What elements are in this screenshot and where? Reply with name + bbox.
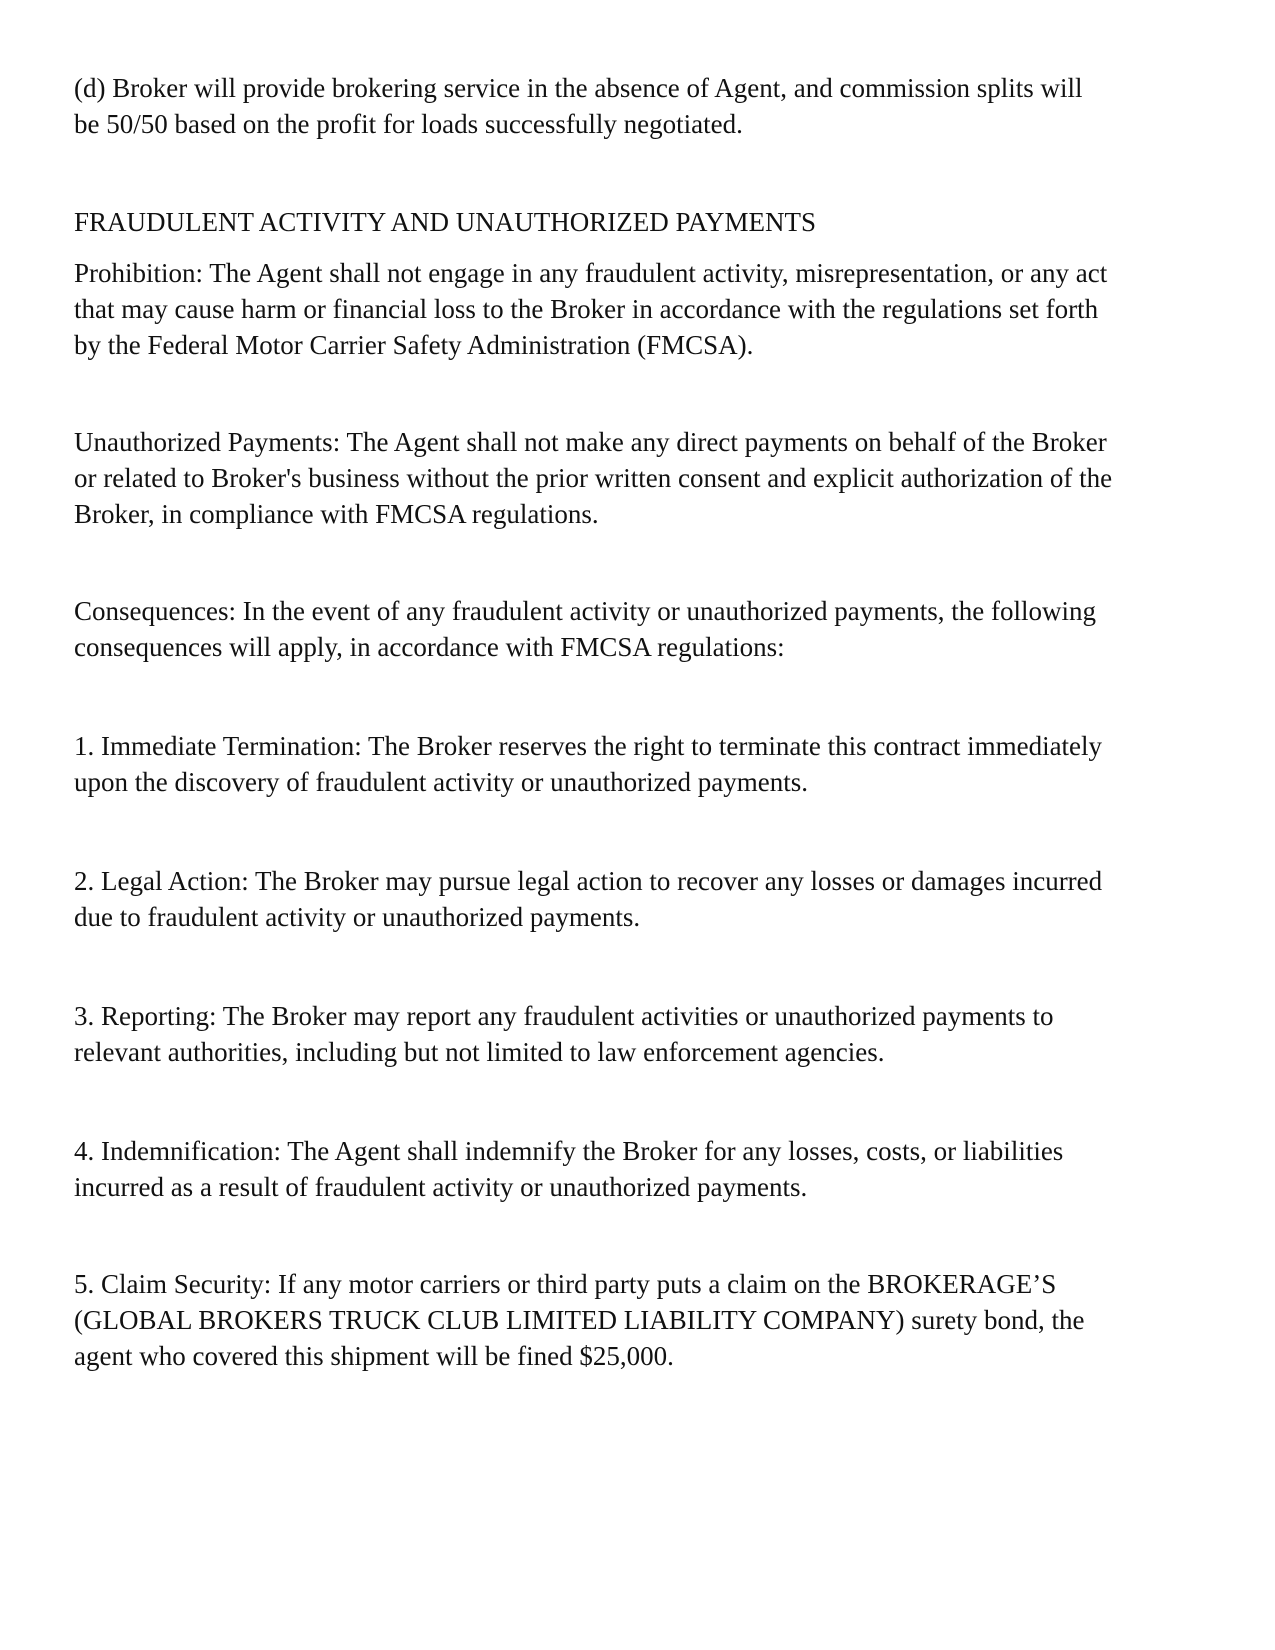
paragraph-line: relevant authorities, including but not limited to law enforcement agencies.	[74, 1037, 885, 1067]
section-heading: FRAUDULENT ACTIVITY AND UNAUTHORIZED PAYMENTS	[74, 207, 817, 237]
consequence-item-2	[74, 863, 1204, 935]
paragraph-line: incurred as a result of fraudulent activity or unauthorized payments.	[74, 1172, 808, 1202]
paragraph-line: due to fraudulent activity or unauthorized payments.	[74, 902, 641, 932]
paragraph-line: Broker, in compliance with FMCSA regulations.	[74, 499, 599, 529]
paragraph-line: or related to Broker's business without the prior written consent and explicit authorization of the	[74, 463, 1113, 493]
unauthorized-payments-paragraph	[74, 424, 1204, 532]
paragraph-line: that may cause harm or financial loss to the Broker in accordance with the regulations set forth	[74, 294, 1099, 324]
paragraph-line: by the Federal Motor Carrier Safety Administration (FMCSA).	[74, 330, 754, 360]
paragraph-line: be 50/50 based on the profit for loads successfully negotiated.	[74, 109, 743, 139]
consequence-item-5	[74, 1266, 1204, 1374]
consequence-item-4	[74, 1133, 1204, 1205]
paragraph-line: 1. Immediate Termination: The Broker reserves the right to terminate this contract immediately	[74, 731, 1103, 761]
consequence-item-3	[74, 998, 1204, 1070]
paragraph-line: Unauthorized Payments: The Agent shall not make any direct payments on behalf of the Broker	[74, 427, 1107, 457]
paragraph-line: 5. Claim Security: If any motor carriers or third party puts a claim on the BROKERAGE’S	[74, 1269, 1057, 1299]
paragraph-line: agent who covered this shipment will be fined $25,000.	[74, 1341, 674, 1371]
paragraph-line: Consequences: In the event of any fraudulent activity or unauthorized payments, the following	[74, 596, 1096, 626]
consequences-paragraph	[74, 593, 1204, 665]
paragraph-line: (d) Broker will provide brokering service in the absence of Agent, and commission splits will	[74, 73, 1083, 103]
paragraph-line: (GLOBAL BROKERS TRUCK CLUB LIMITED LIABILITY COMPANY) surety bond, the	[74, 1305, 1085, 1335]
paragraph-line: 2. Legal Action: The Broker may pursue legal action to recover any losses or damages incurred	[74, 866, 1103, 896]
paragraph-line: 4. Indemnification: The Agent shall indemnify the Broker for any losses, costs, or liabilities	[74, 1136, 1064, 1166]
prohibition-paragraph	[74, 255, 1204, 363]
clause-d-paragraph	[74, 70, 1204, 142]
paragraph-line: consequences will apply, in accordance with FMCSA regulations:	[74, 632, 785, 662]
paragraph-line: Prohibition: The Agent shall not engage in any fraudulent activity, misrepresentation, or any act	[74, 258, 1108, 288]
paragraph-line: 3. Reporting: The Broker may report any fraudulent activities or unauthorized payments to	[74, 1001, 1054, 1031]
paragraph-line: upon the discovery of fraudulent activity or unauthorized payments.	[74, 767, 809, 797]
consequence-item-1	[74, 728, 1204, 800]
